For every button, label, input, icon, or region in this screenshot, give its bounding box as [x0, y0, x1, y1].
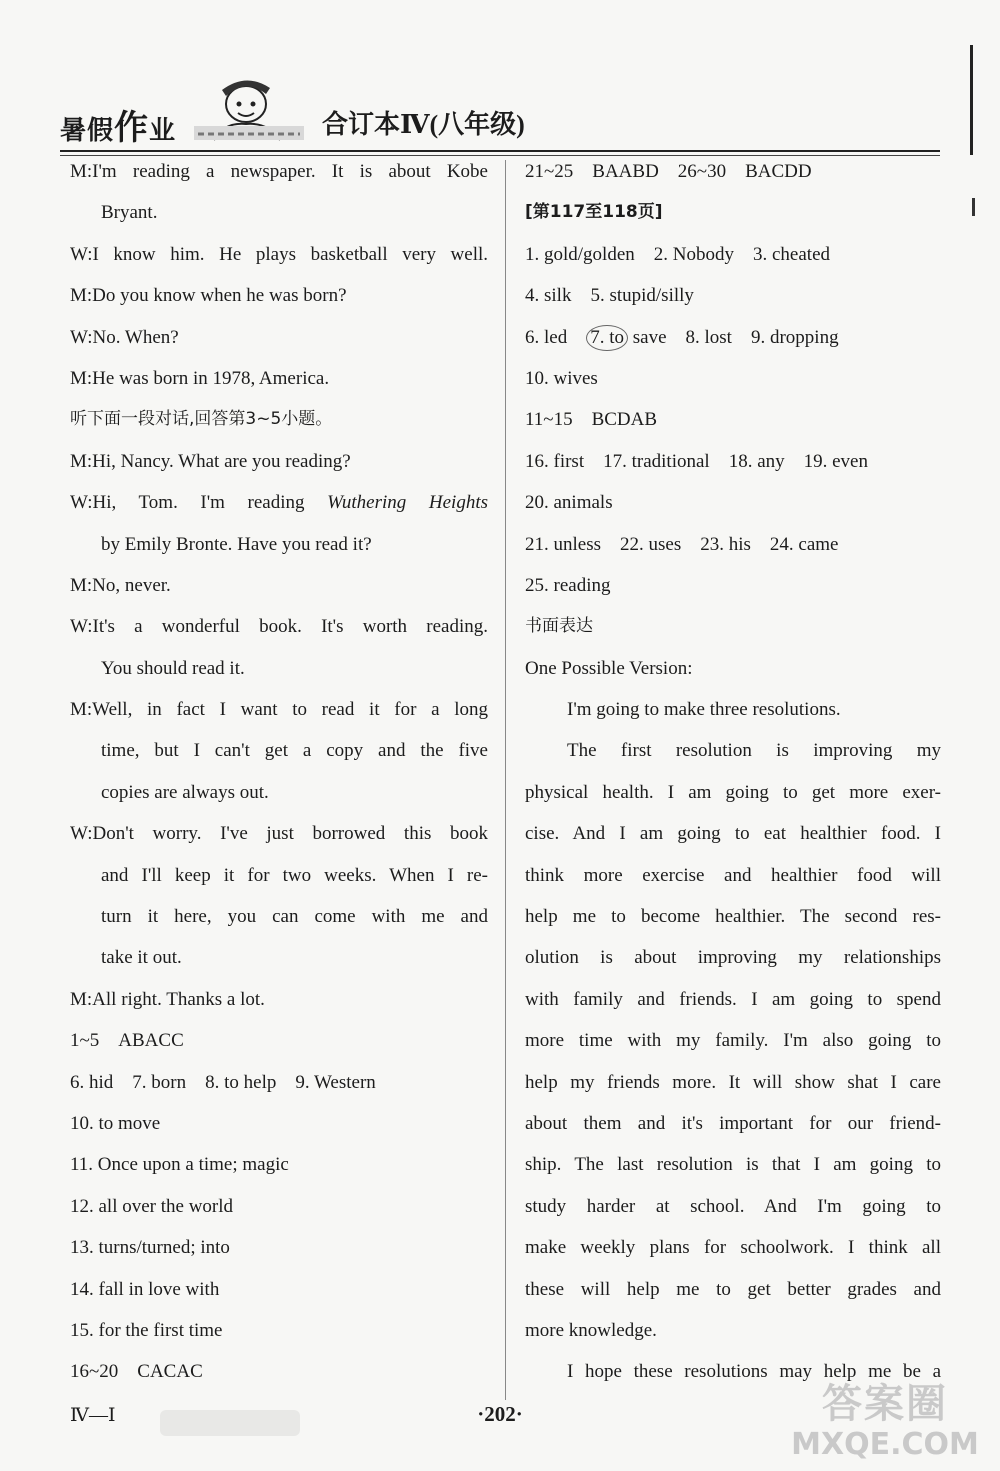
header-edition: 合订本Ⅳ(八年级)	[322, 110, 525, 139]
book-title: Wuthering Heights	[327, 492, 488, 514]
text-line	[70, 1351, 488, 1392]
line-text: copies are always out.	[101, 781, 269, 803]
line-text: 听下面一段对话,回答第3~5小题。	[70, 409, 333, 430]
line-text: 6. led	[525, 326, 587, 348]
line-text: M:Well, in fact I want to read it for a long	[70, 699, 488, 721]
line-text: these will help me to get better grades and	[525, 1278, 941, 1300]
line-text: time, but I can't get a copy and the five	[101, 740, 488, 762]
text-line	[70, 1227, 488, 1268]
text-line	[525, 689, 941, 730]
line-text: help my friends more. It will show shat I care	[525, 1071, 941, 1093]
text-line	[525, 1020, 941, 1061]
line-text: 12. all over the world	[70, 1195, 234, 1217]
text-line	[70, 772, 488, 813]
line-text: 15. for the first time	[70, 1319, 223, 1341]
text-line	[525, 813, 941, 854]
edge-mark-small	[972, 198, 975, 216]
line-text: 11~15 BCDAB	[525, 409, 658, 431]
right-column	[525, 151, 941, 1393]
line-text: olution is about improving my relationships	[525, 947, 941, 969]
line-text: ship. The last resolution is that I am going to	[525, 1154, 941, 1176]
text-line	[525, 192, 941, 233]
line-text: W:I know him. He plays basketball very well.	[70, 243, 488, 265]
text-line	[525, 441, 941, 482]
line-text: Bryant.	[101, 202, 158, 224]
text-line	[70, 1186, 488, 1227]
text-line	[525, 151, 941, 192]
text-line	[525, 482, 941, 523]
line-text-after: save 8. lost 9. dropping	[628, 326, 839, 348]
text-line	[525, 772, 941, 813]
text-line	[525, 606, 941, 647]
watermark-en: MXQE.COM	[791, 1427, 979, 1462]
line-text: cise. And I am going to eat healthier food. I	[525, 823, 941, 845]
text-line	[70, 1269, 488, 1310]
line-text: more time with my family. I'm also going to	[525, 1030, 941, 1052]
line-text: make weekly plans for schoolwork. I think all	[525, 1237, 941, 1259]
column-divider	[505, 160, 506, 1400]
watermark-logo	[790, 1380, 980, 1462]
edge-mark	[970, 45, 973, 155]
line-text: study harder at school. And I'm going to	[525, 1195, 941, 1217]
text-line	[70, 937, 488, 978]
footer-section-code: Ⅳ—Ⅰ	[70, 1405, 116, 1426]
line-text: by Emily Bronte. Have you read it?	[101, 533, 372, 555]
line-text: I hope these resolutions may help me be a	[567, 1361, 941, 1383]
text-line	[525, 979, 941, 1020]
line-text: The first resolution is improving my	[567, 740, 941, 762]
line-text: think more exercise and healthier food will	[525, 864, 941, 886]
line-text: 1. gold/golden 2. Nobody 3. cheated	[525, 243, 831, 265]
text-line	[70, 275, 488, 316]
text-line	[525, 358, 941, 399]
line-text: 书面表达	[525, 616, 593, 637]
text-line	[525, 317, 941, 358]
line-text: 13. turns/turned; into	[70, 1237, 230, 1259]
text-line	[525, 730, 941, 771]
line-text: M:Hi, Nancy. What are you reading?	[70, 450, 351, 472]
text-line	[525, 896, 941, 937]
text-line	[70, 482, 488, 523]
page-number: ·202·	[477, 1402, 523, 1426]
line-text: 6. hid 7. born 8. to help 9. Western	[70, 1071, 376, 1093]
header-title-a: 暑假	[60, 116, 115, 145]
text-line	[70, 855, 488, 896]
text-line	[525, 1269, 941, 1310]
text-line	[70, 151, 488, 192]
text-line	[70, 524, 488, 565]
text-line	[525, 234, 941, 275]
text-line	[70, 979, 488, 1020]
line-text: turn it here, you can come with me and	[101, 906, 488, 928]
text-line	[525, 937, 941, 978]
text-line	[525, 1103, 941, 1144]
line-text: [第117至118页]	[525, 202, 663, 223]
line-text: W:Don't worry. I've just borrowed this book	[70, 823, 488, 845]
text-line	[525, 648, 941, 689]
line-text: and I'll keep it for two weeks. When I re-	[101, 864, 488, 886]
text-line	[70, 1144, 488, 1185]
line-text: W:No. When?	[70, 326, 179, 348]
text-line	[70, 730, 488, 771]
text-line	[525, 399, 941, 440]
text-line	[70, 813, 488, 854]
text-line	[525, 1227, 941, 1268]
line-text: 10. to move	[70, 1112, 161, 1134]
text-line	[525, 1144, 941, 1185]
line-text: physical health. I am going to get more exer-	[525, 781, 941, 803]
line-text: more knowledge.	[525, 1319, 657, 1341]
text-line	[70, 1103, 488, 1144]
text-line	[70, 1062, 488, 1103]
text-line	[70, 1020, 488, 1061]
text-line	[70, 565, 488, 606]
header-title	[60, 100, 176, 149]
text-line	[70, 648, 488, 689]
line-text: 21. unless 22. uses 23. his 24. came	[525, 533, 839, 555]
line-text: M:He was born in 1978, America.	[70, 367, 330, 389]
text-line	[525, 1186, 941, 1227]
text-line	[525, 565, 941, 606]
text-line	[70, 896, 488, 937]
line-text: 4. silk 5. stupid/silly	[525, 285, 694, 307]
text-line	[70, 192, 488, 233]
text-line	[525, 275, 941, 316]
text-line	[70, 1310, 488, 1351]
line-text: 20. animals	[525, 492, 613, 514]
text-line	[525, 855, 941, 896]
left-column	[70, 151, 488, 1393]
line-text: I'm going to make three resolutions.	[567, 699, 841, 721]
line-text: 21~25 BAABD 26~30 BACDD	[525, 161, 812, 182]
line-text: 10. wives	[525, 367, 598, 389]
line-text: M:I'm reading a newspaper. It is about Kobe	[70, 161, 488, 182]
line-text: W:It's a wonderful book. It's worth reading.	[70, 616, 488, 638]
text-line	[525, 1062, 941, 1103]
text-line	[70, 317, 488, 358]
text-line	[70, 358, 488, 399]
line-text: M:No, never.	[70, 574, 171, 596]
line-text: 14. fall in love with	[70, 1278, 220, 1300]
header-title-b: 作	[114, 110, 150, 147]
text-line	[70, 399, 488, 440]
line-text: 1~5 ABACC	[70, 1030, 184, 1052]
line-text: take it out.	[101, 947, 182, 969]
line-text: 16~20 CACAC	[70, 1361, 203, 1383]
text-line	[525, 524, 941, 565]
line-text: W:Hi, Tom. I'm reading	[70, 492, 328, 514]
line-text: One Possible Version:	[525, 657, 693, 679]
text-line	[70, 606, 488, 647]
line-text: You should read it.	[101, 657, 245, 679]
header-title-c: 业	[149, 116, 177, 145]
text-line	[70, 689, 488, 730]
line-text: about them and it's important for our friend-	[525, 1112, 941, 1134]
line-text: 25. reading	[525, 574, 611, 596]
text-line	[525, 1310, 941, 1351]
line-text: 16. first 17. traditional 18. any 19. even	[525, 450, 868, 472]
line-text: with family and friends. I am going to spend	[525, 988, 941, 1010]
text-line	[70, 441, 488, 482]
circled-answer: 7. to	[586, 325, 628, 351]
watermark-cn: 答案圈	[822, 1381, 948, 1427]
text-line	[70, 234, 488, 275]
line-text: 11. Once upon a time; magic	[70, 1154, 289, 1176]
mascot-logo	[194, 74, 304, 144]
line-text: M:Do you know when he was born?	[70, 285, 347, 307]
line-text: M:All right. Thanks a lot.	[70, 988, 265, 1010]
line-text: help me to become healthier. The second res-	[525, 906, 941, 928]
